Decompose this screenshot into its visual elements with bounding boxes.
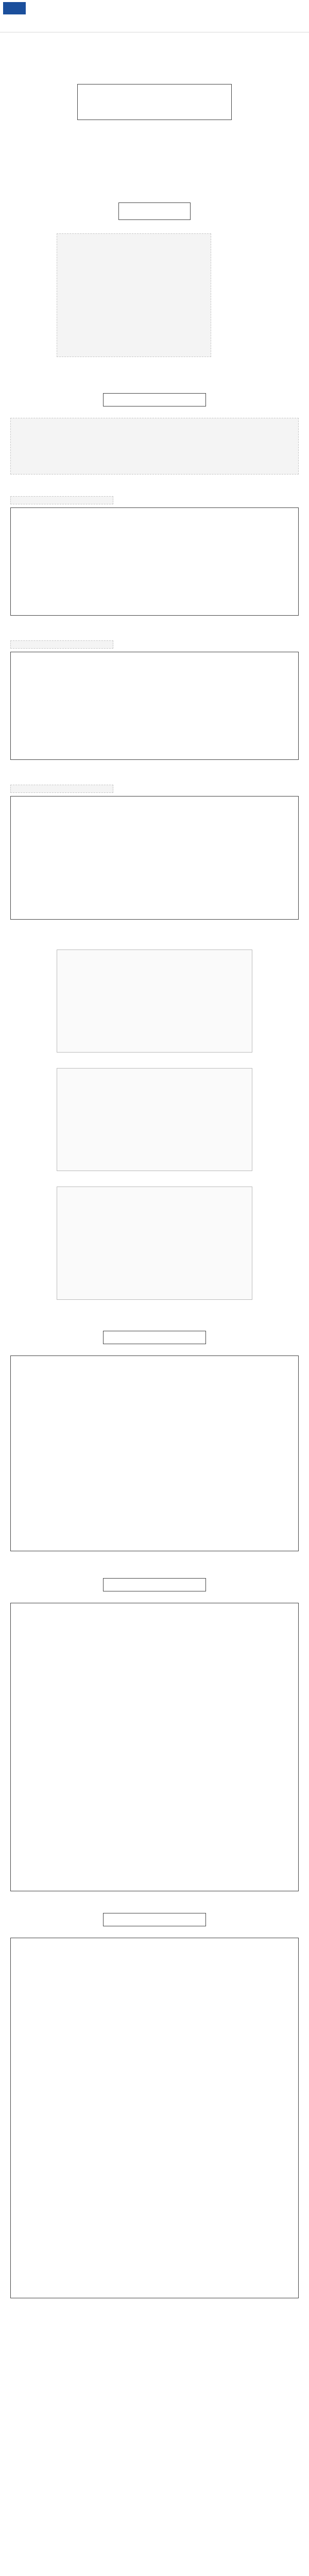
table-caption [10, 640, 113, 649]
section-title-box [103, 1578, 206, 1591]
toc-list-placeholder [57, 233, 211, 357]
toc-heading-box [118, 202, 191, 220]
data-table [10, 796, 299, 920]
data-table [10, 652, 299, 760]
data-table [10, 1355, 299, 1551]
section-title-box [103, 393, 206, 406]
data-table [10, 1938, 299, 2298]
top-header [0, 0, 309, 32]
cover-notice-box [77, 84, 232, 120]
section-title-box [103, 1331, 206, 1344]
chart [57, 950, 252, 1053]
chart [57, 1068, 252, 1171]
table-caption [10, 785, 113, 793]
data-table [10, 1603, 299, 1891]
text-block [10, 418, 299, 474]
data-table [10, 507, 299, 616]
chart [57, 1187, 252, 1300]
section-title-box [103, 1913, 206, 1926]
table-caption [10, 496, 113, 504]
logo[interactable] [3, 2, 26, 14]
